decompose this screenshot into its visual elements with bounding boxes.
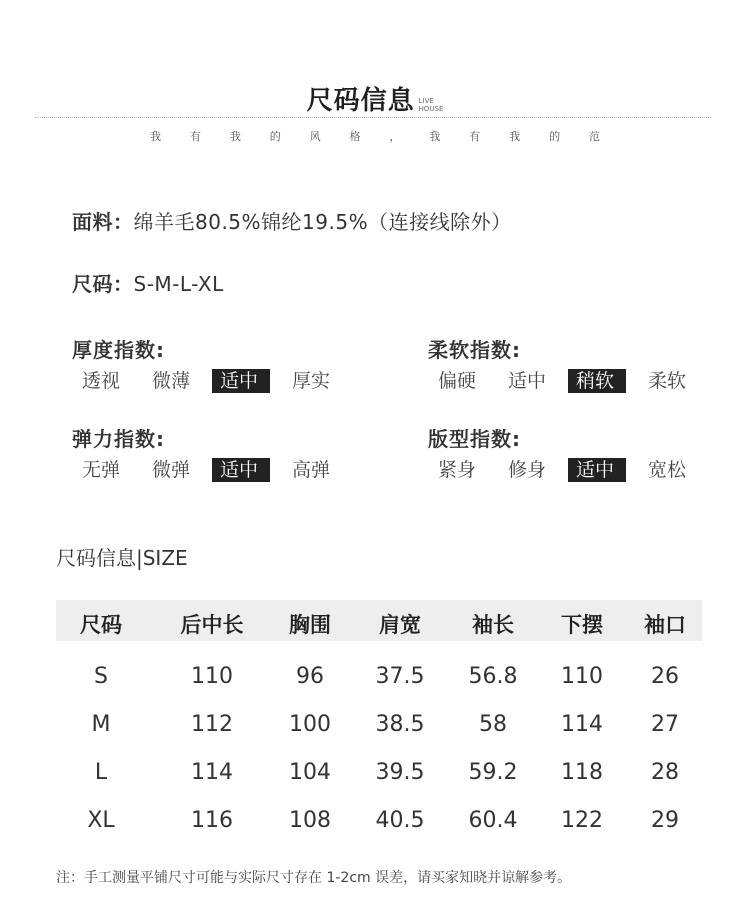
table-cell: 58 — [479, 712, 507, 737]
size-value: S-M-L-XL — [133, 272, 224, 296]
elasticity-index — [72, 423, 352, 482]
table-cell: 122 — [561, 808, 603, 833]
table-cell: 96 — [296, 664, 324, 689]
table-cell: M — [91, 712, 111, 737]
slogan-char: 我 — [150, 130, 161, 143]
slogan-char: ， — [389, 130, 401, 143]
elasticity-title: 弹力指数: — [72, 427, 165, 451]
brand-line-1: LIVE — [418, 97, 434, 105]
slogan-char: 有 — [469, 130, 481, 143]
table-cell: 59.2 — [468, 760, 518, 785]
table-cell: 29 — [651, 808, 679, 833]
measurement-note: 注：手工测量平铺尺寸可能与实际尺寸存在 1-2cm 误差，请买家知晓并谅解参考。 — [56, 870, 572, 886]
table-cell: 108 — [289, 808, 331, 833]
slogan-char: 风 — [309, 130, 321, 143]
table-cell: 28 — [651, 760, 679, 785]
elasticity-option-selected: 适中 — [212, 458, 270, 482]
table-header-cell: 胸围 — [289, 613, 331, 637]
table-row — [56, 760, 702, 790]
fit-option: 宽松 — [648, 459, 687, 481]
size-table-title: 尺码信息|SIZE — [56, 546, 188, 570]
table-cell: 114 — [191, 760, 233, 785]
thickness-title: 厚度指数: — [72, 338, 165, 362]
elasticity-option: 高弹 — [292, 459, 331, 481]
table-row — [56, 712, 702, 742]
page-title-block — [0, 80, 750, 117]
table-cell: 26 — [651, 664, 679, 689]
brand-line-2: HOUSE — [418, 105, 444, 113]
fabric-info — [72, 206, 512, 235]
elasticity-option: 无弹 — [82, 459, 121, 481]
table-cell: 38.5 — [375, 712, 425, 737]
slogan-char: 的 — [549, 130, 561, 143]
table-cell: L — [94, 760, 108, 785]
table-row — [56, 808, 702, 838]
table-row — [56, 664, 702, 694]
table-cell: 112 — [191, 712, 233, 737]
slogan-char: 范 — [588, 130, 600, 143]
fit-option: 紧身 — [438, 459, 477, 481]
thickness-index — [72, 334, 352, 393]
fit-index — [428, 423, 708, 482]
fabric-value: 绵羊毛80.5%锦纶19.5%（连接线除外） — [133, 210, 512, 234]
thickness-option-selected: 适中 — [212, 369, 270, 393]
softness-option: 柔软 — [648, 370, 687, 392]
softness-index — [428, 334, 708, 393]
slogan — [150, 128, 600, 144]
table-cell: 104 — [289, 760, 331, 785]
brand-logo — [419, 97, 444, 117]
fit-option: 修身 — [508, 459, 547, 481]
slogan-char: 我 — [429, 130, 441, 143]
thickness-option: 微薄 — [152, 370, 191, 392]
table-cell: 110 — [191, 664, 233, 689]
table-cell: 39.5 — [375, 760, 425, 785]
thickness-option: 透视 — [82, 370, 121, 392]
slogan-char: 的 — [269, 130, 281, 143]
softness-option-selected: 稍软 — [568, 369, 626, 393]
page-title: 尺码信息 — [306, 86, 415, 116]
table-cell: S — [94, 664, 108, 689]
table-cell: 37.5 — [375, 664, 425, 689]
fabric-label: 面料： — [72, 210, 134, 234]
header-divider — [35, 117, 711, 118]
table-header-cell: 袖口 — [644, 613, 686, 637]
table-cell: 114 — [561, 712, 603, 737]
table-cell: 56.8 — [468, 664, 518, 689]
slogan-char: 有 — [189, 130, 201, 143]
table-cell: 60.4 — [468, 808, 518, 833]
table-header-cell: 肩宽 — [379, 613, 421, 637]
fit-option-selected: 适中 — [568, 458, 626, 482]
fit-title: 版型指数: — [428, 427, 521, 451]
slogan-char: 我 — [229, 130, 241, 143]
slogan-char: 我 — [509, 130, 521, 143]
slogan-char: 格 — [349, 130, 361, 143]
thickness-option: 厚实 — [292, 370, 331, 392]
table-header-cell: 尺码 — [80, 613, 122, 637]
size-table-header — [56, 600, 702, 641]
table-cell: 27 — [651, 712, 679, 737]
size-info — [72, 268, 224, 297]
softness-title: 柔软指数: — [428, 338, 521, 362]
size-label: 尺码： — [72, 272, 134, 296]
table-cell: 118 — [561, 760, 603, 785]
table-header-cell: 后中长 — [180, 613, 244, 637]
table-header-cell: 袖长 — [472, 613, 514, 637]
table-cell: 40.5 — [375, 808, 425, 833]
elasticity-option: 微弹 — [152, 459, 191, 481]
table-cell: 100 — [289, 712, 331, 737]
softness-option: 适中 — [508, 370, 547, 392]
softness-option: 偏硬 — [438, 370, 477, 392]
table-cell: XL — [87, 808, 115, 833]
table-header-cell: 下摆 — [561, 613, 603, 637]
table-cell: 116 — [191, 808, 233, 833]
table-cell: 110 — [561, 664, 603, 689]
